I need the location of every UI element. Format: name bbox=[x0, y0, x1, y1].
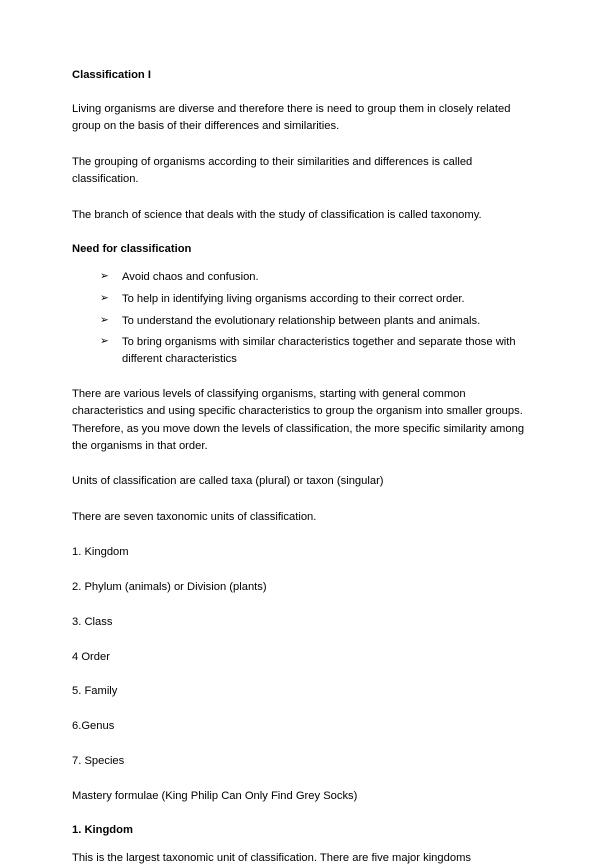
list-item-label: To understand the evolutionary relationship between plants and animals. bbox=[122, 314, 481, 327]
list-item bbox=[100, 334, 540, 368]
arrow-bullet-icon: ➢ bbox=[100, 335, 109, 348]
paragraph-kingdom: This is the largest taxonomic unit of classification. There are five major kingdoms bbox=[72, 852, 471, 865]
taxonomic-units-list bbox=[72, 544, 540, 770]
list-item: 7. Species bbox=[72, 754, 125, 767]
list-item: 3. Class bbox=[72, 615, 113, 628]
list-item: 1. Kingdom bbox=[72, 546, 129, 559]
list-item: 2. Phylum (animals) or Division (plants) bbox=[72, 580, 267, 593]
list-item: 6.Genus bbox=[72, 720, 115, 733]
arrow-bullet-icon: ➢ bbox=[100, 313, 109, 326]
list-item-label: Avoid chaos and confusion. bbox=[122, 271, 259, 284]
arrow-bullet-icon: ➢ bbox=[100, 291, 109, 304]
page-title: Classification I bbox=[72, 69, 151, 81]
list-item bbox=[100, 313, 540, 330]
list-item-label: To bring organisms with similar characteristics together and separate those with different characteristics bbox=[122, 336, 516, 366]
paragraph-levels-1: There are various levels of classifying organisms, starting with general common characteristics and using specific characteristics to group the organism into smaller groups. Therefore, as you move down the levels of classification, the more specific similarity among the organisms in that order. bbox=[72, 388, 525, 453]
list-item: 4 Order bbox=[72, 650, 110, 663]
list-item bbox=[100, 269, 540, 286]
arrow-bullet-icon: ➢ bbox=[100, 270, 109, 283]
paragraph-intro-3: The branch of science that deals with the study of classification is called taxonomy. bbox=[72, 208, 482, 221]
need-for-classification-list bbox=[72, 269, 540, 368]
paragraph-levels-3: There are seven taxonomic units of classification. bbox=[72, 510, 317, 523]
document-body bbox=[72, 68, 540, 868]
paragraph-mnemonic: Mastery formulae (King Philip Can Only Find Grey Socks) bbox=[72, 789, 358, 802]
section-heading-need-for-classification: Need for classification bbox=[72, 242, 192, 255]
paragraph-levels-2: Units of classification are called taxa (plural) or taxon (singular) bbox=[72, 475, 384, 488]
list-item-label: To help in identifying living organisms according to their correct order. bbox=[122, 292, 465, 305]
paragraph-intro-1: Living organisms are diverse and therefore there is need to group them in closely related group on the basis of their differences and similarities. bbox=[72, 103, 511, 133]
paragraph-intro-2: The grouping of organisms according to their similarities and differences is called classification. bbox=[72, 155, 473, 186]
section-heading-kingdom: 1. Kingdom bbox=[72, 824, 133, 837]
list-item bbox=[100, 291, 540, 308]
list-item: 5. Family bbox=[72, 685, 118, 698]
